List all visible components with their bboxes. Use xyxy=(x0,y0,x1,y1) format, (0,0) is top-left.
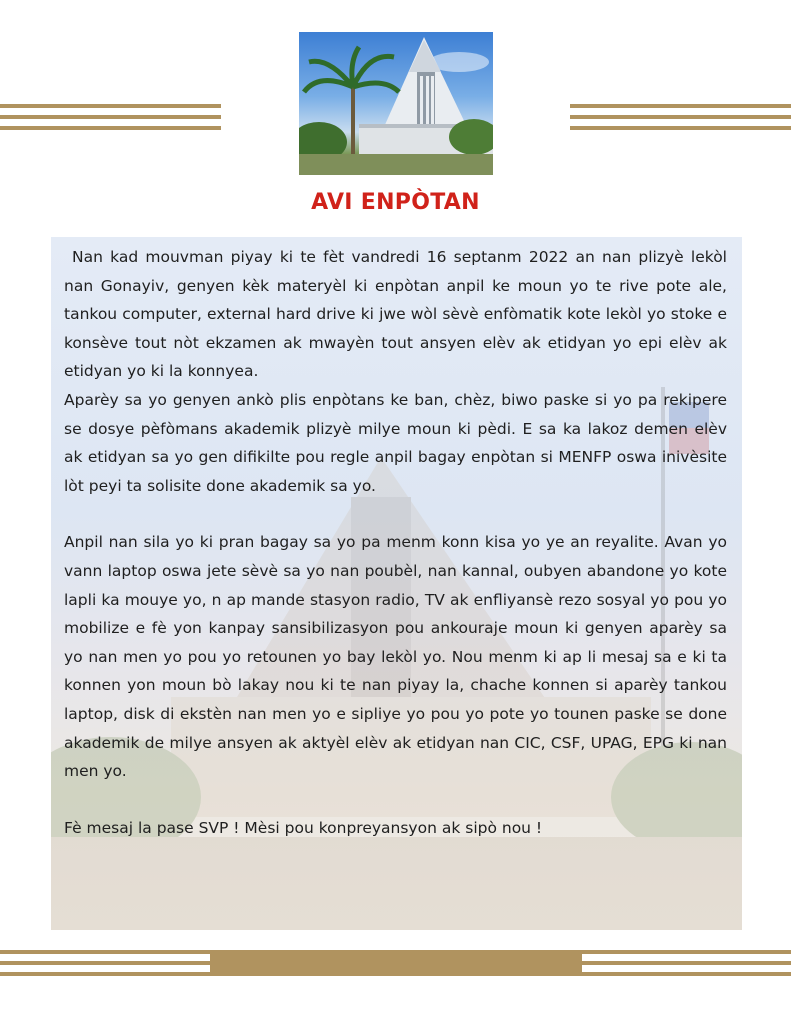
notice-body xyxy=(64,243,727,842)
paragraph-2: Aparèy sa yo genyen ankò plis enpòtans ke ban, chèz, biwo paske si yo pa rekipere se dosye pèfòmans akademik plizyè milye moun ki pèdi. E sa ka lakoz demen elèv ak etidyan sa yo gen difikilte pou regle anpil bagay enpòtan si MENFP oswa inivèsite lòt peyi ta solisite done akademik sa yo. xyxy=(64,390,727,495)
notice-panel xyxy=(51,237,742,930)
paragraph-1: Nan kad mouvman piyay ki te fèt vandredi 16 septanm 2022 an nan plizyè lekòl nan Gonayiv, genyen kèk materyèl ki enpòtan anpil ke moun yo te rive pote ale, tankou computer, external hard drive ki jwe wòl sèvè enfòmatik kote lekòl yo stoke e konsève tout nòt ekzamen ak mwayèn tout ansyen elèv ak etidyan yo epi elèv ak etidyan yo ki la konnyea. xyxy=(64,248,727,381)
school-building-photo xyxy=(299,32,493,175)
paragraph-4: Fè mesaj la pase SVP ! Mèsi pou konpreyansyon ak sipò nou ! xyxy=(64,818,543,837)
bottom-stripes xyxy=(0,950,791,983)
paragraph-3: Anpil nan sila yo ki pran bagay sa yo pa menm konn kisa yo ye an reyalite. Avan yo vann laptop oswa jete sèvè sa yo nan poubèl, nan kannal, oubyen abandone yo kote lapli ka mouye yo, n ap mande stasyon radio, TV ak enfliyansè rezo sosyal yo pou yo mobilize e fè yon kanpay sansibilizasyon pou ankouraje moun ki genyen aparèy sa yo nan men yo pou yo retounen yo bay lekòl yo. Nou menm ki ap li mesaj sa e ki ta konnen yon moun bò lakay nou ki te nan piyay la, chache konnen si aparèy tankou laptop, disk di ekstèn nan men yo e sipliye yo pou yo pote yo tounen paske se done akademik de milye ansyen ak aktyèl elèv ak etidyan nan CIC, CSF, UPAG, EPG ki nan men yo. xyxy=(64,533,727,781)
notice-title: AVI ENPÒTAN xyxy=(311,190,480,215)
top-right-stripes xyxy=(570,104,791,137)
top-left-stripes xyxy=(0,104,221,137)
